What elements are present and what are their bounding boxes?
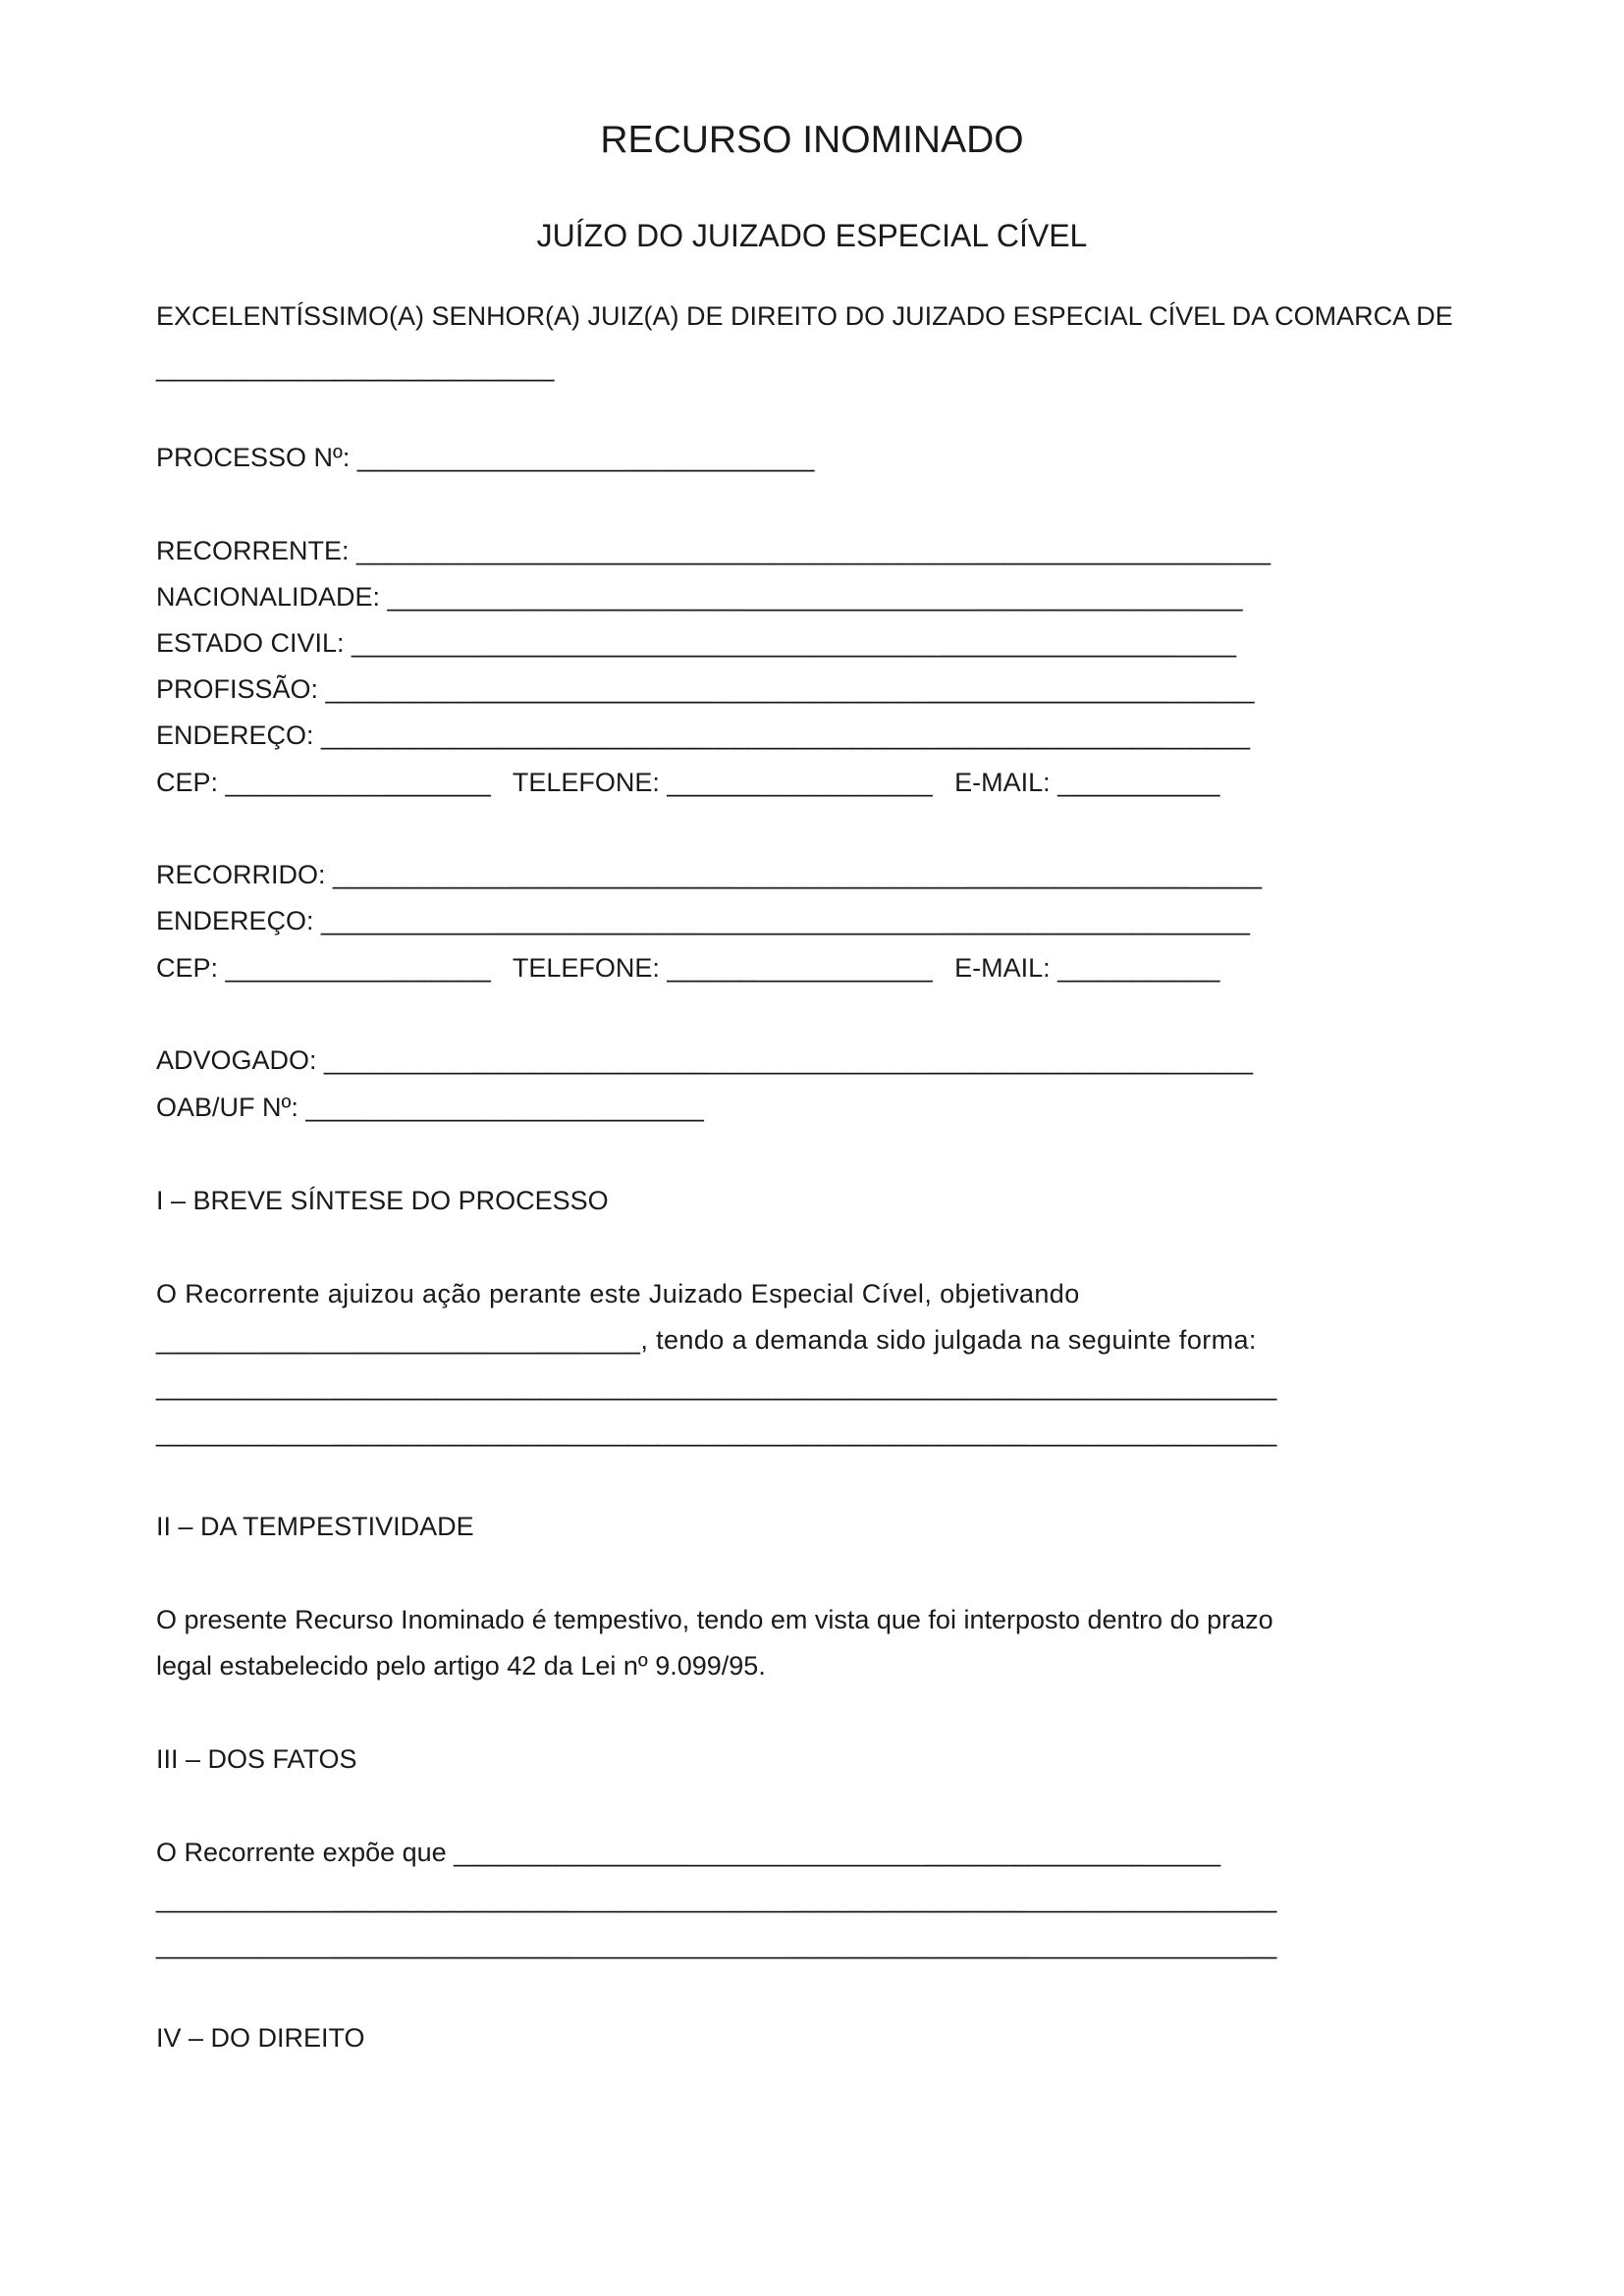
- nacionalidade-field: NACIONALIDADE: __________________________________________________________: [156, 582, 1243, 612]
- tempestividade-paragraph-line: O presente Recurso Inominado é tempestivo, tendo em vista que foi interposto dentro do prazo: [156, 1605, 1273, 1634]
- section-heading-tempestividade: II – DA TEMPESTIVIDADE: [156, 1512, 474, 1541]
- sintese-paragraph-line: ________________________________, tendo a demanda sido julgada na seguinte forma:: [156, 1325, 1257, 1355]
- recorrente-endereco-field: ENDEREÇO: _______________________________________________________________: [156, 721, 1251, 750]
- recorrido-contato-fields: CEP: __________________ TELEFONE: __________________ E-MAIL: ___________: [156, 953, 1220, 983]
- comarca-blank: ___________________________: [156, 352, 555, 382]
- sintese-paragraph-line: O Recorrente ajuizou ação perante este Juizado Especial Cível, objetivando: [156, 1279, 1080, 1308]
- sintese-blank-line: ____________________________________________________________________________: [156, 1417, 1277, 1447]
- fatos-blank-line: ____________________________________________________________________________: [156, 1930, 1277, 1959]
- document-title: RECURSO INOMINADO: [600, 119, 1024, 161]
- section-heading-sintese: I – BREVE SÍNTESE DO PROCESSO: [156, 1186, 609, 1215]
- sintese-blank-line: ____________________________________________________________________________: [156, 1371, 1277, 1401]
- advogado-field: ADVOGADO: _______________________________________________________________: [156, 1045, 1254, 1075]
- fatos-blank-line: ____________________________________________________________________________: [156, 1884, 1277, 1913]
- processo-field: PROCESSO Nº: _______________________________: [156, 443, 815, 472]
- fatos-paragraph-line: O Recorrente expõe que ____________________________________________________: [156, 1838, 1221, 1867]
- recorrido-endereco-field: ENDEREÇO: _______________________________________________________________: [156, 906, 1251, 935]
- profissao-field: PROFISSÃO: _______________________________________________________________: [156, 674, 1255, 704]
- addressee-line: EXCELENTÍSSIMO(A) SENHOR(A) JUIZ(A) DE DIREITO DO JUIZADO ESPECIAL CÍVEL DA COMARCA DE: [156, 301, 1453, 331]
- recorrente-contato-fields: CEP: __________________ TELEFONE: __________________ E-MAIL: ___________: [156, 768, 1220, 797]
- recorrido-field: RECORRIDO: _______________________________________________________________: [156, 860, 1263, 889]
- recorrente-field: RECORRENTE: ______________________________________________________________: [156, 536, 1272, 565]
- estado-civil-field: ESTADO CIVIL: ____________________________________________________________: [156, 628, 1237, 658]
- document-subtitle: JUÍZO DO JUIZADO ESPECIAL CÍVEL: [536, 218, 1088, 253]
- tempestividade-paragraph-line: legal estabelecido pelo artigo 42 da Lei nº 9.099/95.: [156, 1651, 766, 1681]
- oab-field: OAB/UF Nº: ___________________________: [156, 1093, 704, 1122]
- section-heading-fatos: III – DOS FATOS: [156, 1744, 357, 1774]
- section-heading-direito: IV – DO DIREITO: [156, 2023, 365, 2053]
